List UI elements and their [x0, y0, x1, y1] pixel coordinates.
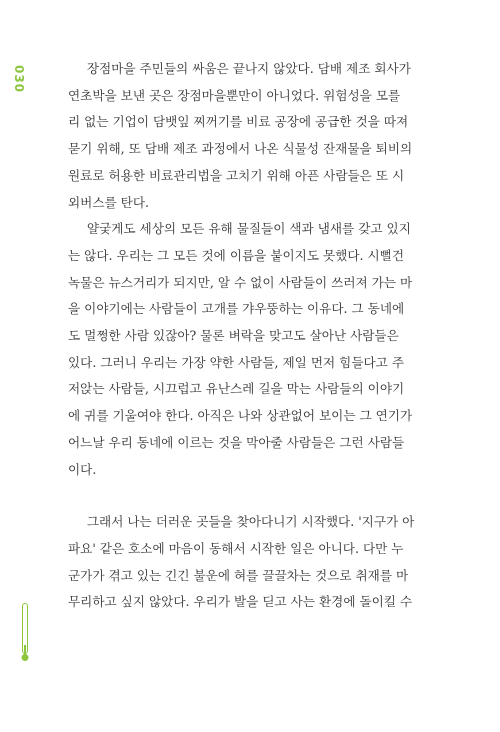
text-line: 에 귀를 기울여야 한다. 아직은 나와 상관없어 보이는 그 연기가: [68, 408, 413, 424]
text-line: 외버스를 탄다.: [68, 194, 149, 210]
text-line: 원료로 허용한 비료관리법을 고치기 위해 아픈 사람들은 또 시: [68, 167, 405, 183]
page-number: [12, 64, 26, 94]
text-line: 저앉는 사람들, 시끄럽고 유난스레 길을 막는 사람들의 이야기: [68, 381, 405, 397]
text-line: 는 않다. 우리는 그 모든 것에 이름을 붙이지도 못했다. 시뻘건: [68, 247, 405, 263]
text-line: 묻기 위해, 또 담배 제조 과정에서 나온 식물성 잔재물을 퇴비의: [68, 141, 413, 157]
thermometer-icon: [21, 603, 29, 663]
text-line: 군가가 겪고 있는 긴긴 불운에 혀를 끌끌차는 것으로 취재를 마: [68, 567, 409, 583]
text-line: 이다.: [68, 461, 97, 477]
paragraph-2: [68, 216, 428, 483]
text-line: 장점마을 주민들의 싸움은 끝나지 않았다. 담배 제조 회사가: [86, 61, 411, 76]
paragraph-1: [68, 56, 428, 216]
text-line: 어느날 우리 동네에 이르는 것을 막아줄 사람들은 그런 사람들: [68, 434, 405, 450]
page-number-label: 030: [12, 64, 26, 94]
text-line: 연초박을 보낸 곳은 장점마을뿐만이 아니었다. 위험성을 모를: [68, 87, 401, 103]
text-line: 얄궂게도 세상의 모든 유해 물질들이 색과 냄새를 갖고 있지: [86, 221, 411, 237]
text-line: 녹물은 뉴스거리가 되지만, 알 수 없이 사람들이 쓰러져 가는 마: [68, 274, 413, 290]
text-line: 리 없는 기업이 담뱃잎 찌꺼기를 비료 공장에 공급한 것을 따져: [68, 114, 409, 130]
text-line: 있다. 그러니 우리는 가장 약한 사람들, 제일 먼저 힘들다고 주: [68, 354, 405, 370]
text-line: 도 멀쩡한 사람 있잖아? 물론 벼락을 맞고도 살아난 사람들은: [68, 328, 399, 344]
text-line: 을 이야기에는 사람들이 고개를 갸우뚱하는 이유다. 그 동네에: [68, 301, 405, 317]
text-line: 무리하고 싶지 않았다. 우리가 발을 딛고 사는 환경에 돌이킬 수: [68, 594, 413, 610]
body-text: [68, 56, 428, 616]
paragraph-3: [68, 509, 428, 616]
text-line: 그래서 나는 더러운 곳들을 찾아다니기 시작했다. '지구가 아: [86, 514, 415, 530]
text-line: 파요' 같은 호소에 마음이 동해서 시작한 일은 아니다. 다만 누: [68, 540, 404, 556]
